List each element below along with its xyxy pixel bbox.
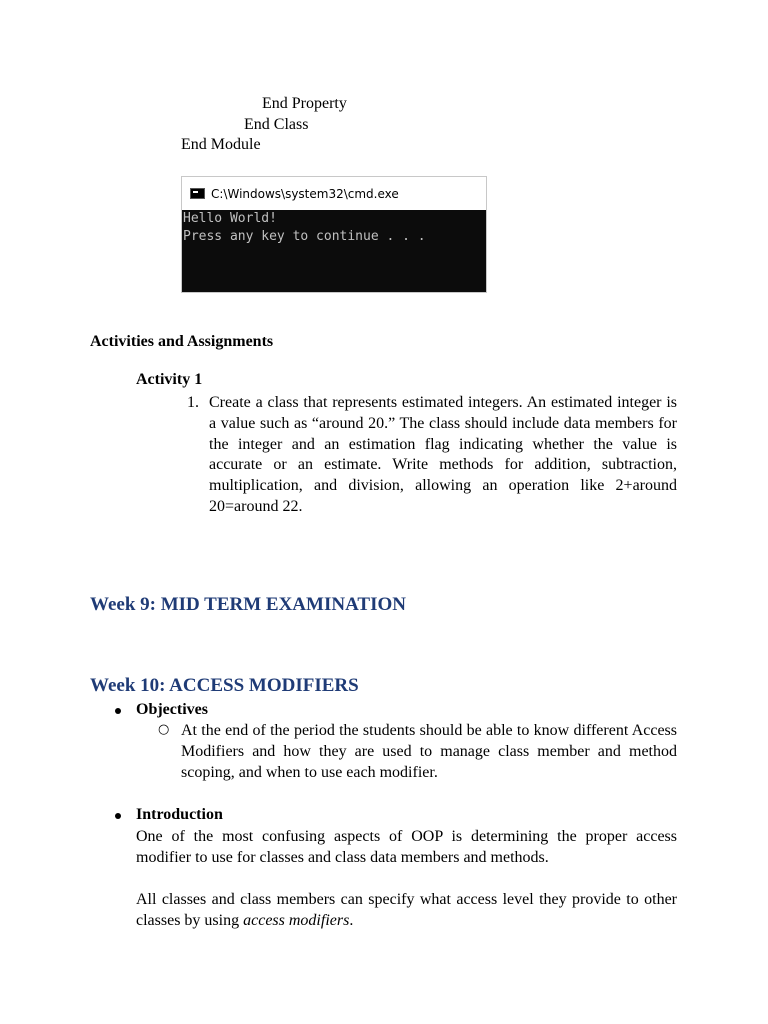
circle-bullet-icon: ○ <box>158 722 170 737</box>
activity-title: Activity 1 <box>136 371 203 388</box>
cmd-icon <box>190 188 205 199</box>
console-output-line: Press any key to continue . . . <box>183 229 426 244</box>
console-titlebar <box>182 177 486 210</box>
access-modifiers-term: access modifiers <box>243 911 350 929</box>
bullet-icon <box>115 813 121 819</box>
code-line-end-module: End Module <box>181 136 261 153</box>
week9-heading: Week 9: MID TERM EXAMINATION <box>90 594 406 615</box>
code-line-end-class: End Class <box>244 116 309 133</box>
console-output-line: Hello World! <box>183 211 277 226</box>
code-line-end-property: End Property <box>262 95 347 112</box>
bullet-icon <box>115 708 121 714</box>
console-output <box>182 210 486 246</box>
activity-item-text: Create a class that represents estimated integers. An estimated integer is a value such as “around 20.” The class should include data members for the integer and an estimation flag indicating whether the value is accurate or an estimate. Write methods for addition, subtraction, multiplication, and division, allowing an operation like 2+around 20=around 22. <box>209 394 677 515</box>
activity-item-number: 1. <box>187 394 199 411</box>
introduction-label: Introduction <box>136 806 223 823</box>
intro-paragraph-2 <box>136 890 677 932</box>
intro-paragraph: One of the most confusing aspects of OOP is determining the proper access modifier to use for classes and class data members and methods. <box>136 828 677 866</box>
activities-heading: Activities and Assignments <box>90 333 274 350</box>
objectives-label: Objectives <box>136 701 208 718</box>
intro-para2-text: All classes and class members can specify what access level they provide to other classes by using <box>136 891 677 929</box>
console-window-screenshot <box>181 176 487 293</box>
week10-heading: Week 10: ACCESS MODIFIERS <box>90 675 359 696</box>
console-title: C:\Windows\system32\cmd.exe <box>211 186 399 201</box>
objectives-text: At the end of the period the students should be able to know different Access Modifiers and how they are used to manage class member and method scoping, and when to use each modifier. <box>181 722 677 781</box>
intro-para2-end: . <box>349 911 354 929</box>
